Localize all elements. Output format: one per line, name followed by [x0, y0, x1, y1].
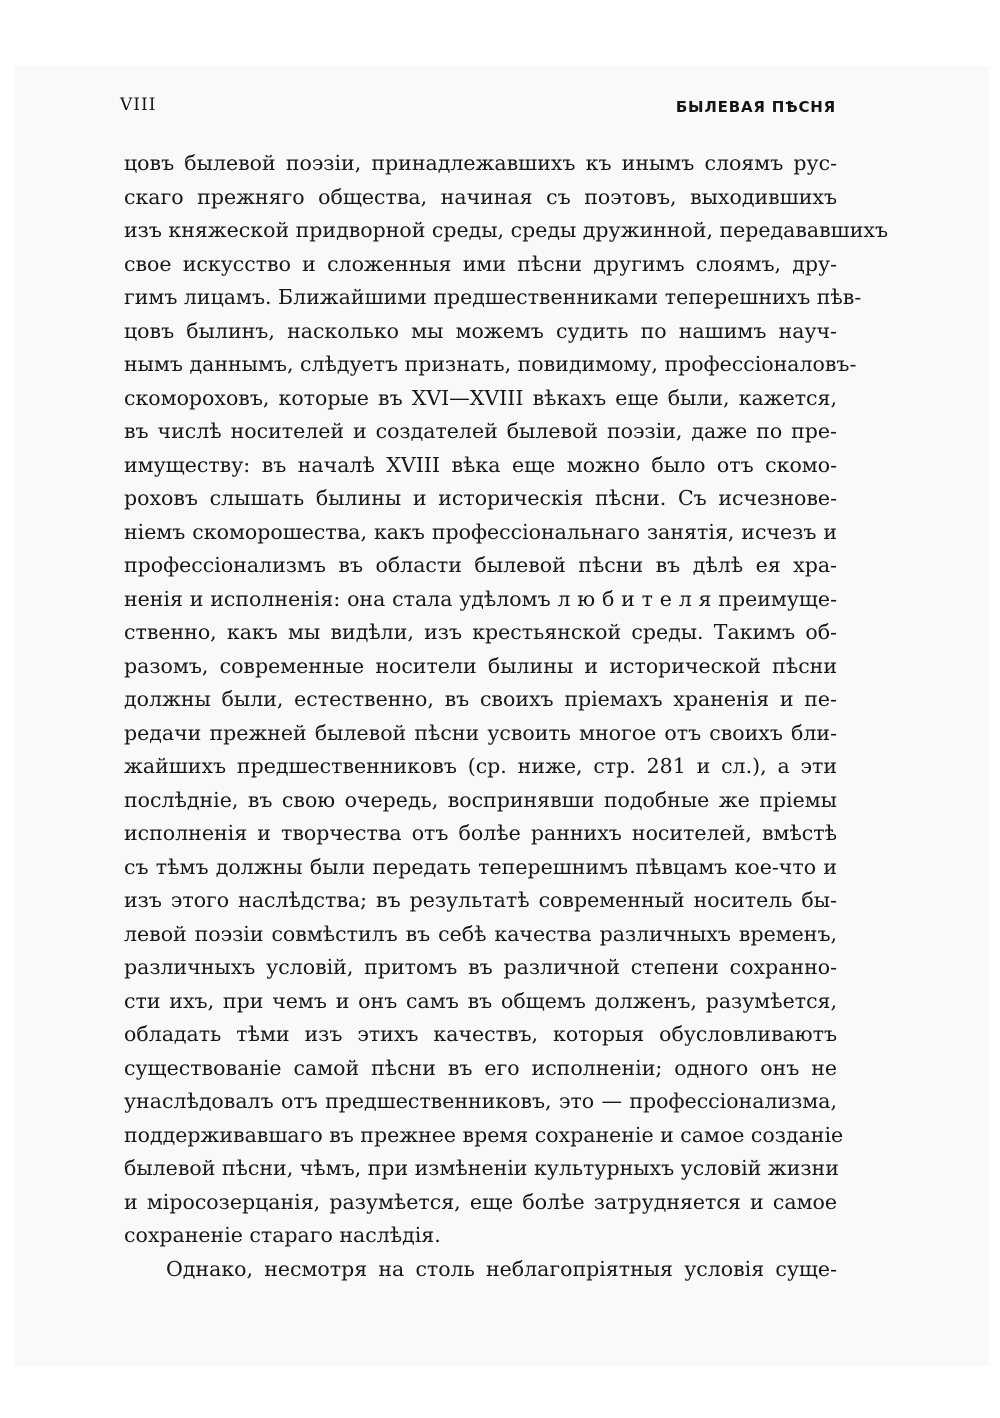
text-line: и міросозерцанія, разумѣется, еще болѣе затрудняется и самое	[124, 1189, 837, 1214]
text-line: цовъ былевой поэзіи, принадлежавшихъ къ инымъ слоямъ рус-	[124, 151, 837, 175]
text-line: скаго прежняго общества, начиная съ поэтовъ, выходившихъ	[124, 184, 837, 209]
text-line: въ числѣ носителей и создателей былевой поэзіи, даже по пре-	[124, 419, 837, 443]
text-line: былевой пѣсни, чѣмъ, при измѣненіи культурныхъ условій жизни	[124, 1156, 839, 1180]
running-title: БЫЛЕВАЯ ПѢСНЯ	[675, 98, 836, 116]
paragraph	[124, 1253, 837, 1287]
text-line: нымъ даннымъ, слѣдуетъ признать, повидимому, профессіоналовъ-	[124, 352, 857, 376]
text-line: ственно, какъ мы видѣли, изъ крестьянской среды. Такимъ об-	[124, 620, 837, 644]
text-line: Однако, несмотря на столь неблагопріятныя условія суще-	[166, 1256, 837, 1281]
text-line: гимъ лицамъ. Ближайшими предшественниками теперешнихъ пѣв-	[124, 285, 862, 309]
text-line: различныхъ условій, притомъ въ различной степени сохранно-	[124, 955, 837, 979]
text-line: изъ княжеской придворной среды, среды дружинной, передававшихъ	[124, 218, 888, 242]
text-line: имуществу: въ началѣ XVIII вѣка еще можно было отъ скомо-	[124, 452, 837, 477]
text-line: скомороховъ, которые въ XVI—XVIII вѣкахъ еще были, кажется,	[124, 385, 837, 410]
text-line: свое искусство и сложенныя ими пѣсни другимъ слоямъ, дру-	[124, 251, 837, 276]
text-line: существованіе самой пѣсни въ его исполненіи; одного онъ не	[124, 1055, 837, 1080]
text-line: роховъ слышать былины и историческія пѣсни. Съ исчезнове-	[124, 486, 837, 510]
text-line: цовъ былинъ, насколько мы можемъ судить по нашимъ науч-	[124, 318, 837, 343]
text-line: унаслѣдовалъ отъ предшественниковъ, это — профессіонализма,	[124, 1089, 837, 1113]
text-line: профессіонализмъ въ области былевой пѣсни въ дѣлѣ ея хра-	[124, 553, 837, 577]
body-text	[124, 147, 888, 1286]
text-line: изъ этого наслѣдства; въ результатѣ современный носитель бы-	[124, 888, 837, 912]
text-line: сти ихъ, при чемъ и онъ самъ въ общемъ долженъ, разумѣется,	[124, 988, 837, 1013]
page-header	[120, 95, 836, 125]
text-line: исполненія и творчества отъ болѣе раннихъ носителей, вмѣстѣ	[124, 821, 837, 845]
text-line: съ тѣмъ должны были передать теперешнимъ пѣвцамъ кое-что и	[124, 854, 837, 879]
paragraph	[124, 147, 888, 1253]
text-line: разомъ, современные носители былины и исторической пѣсни	[124, 653, 837, 678]
text-line: жайшихъ предшественниковъ (ср. ниже, стр. 281 и сл.), а эти	[124, 754, 837, 778]
text-line: поддерживавшаго въ прежнее время сохраненіе и самое созданіе	[124, 1122, 844, 1147]
text-line: послѣдніе, въ свою очередь, воспринявши подобные же пріемы	[124, 787, 837, 812]
page-number: VIII	[120, 95, 157, 115]
text-line: сохраненіе стараго наслѣдія.	[124, 1223, 441, 1247]
text-line: обладать тѣми изъ этихъ качествъ, которыя обусловливаютъ	[124, 1022, 837, 1046]
text-line: редачи прежней былевой пѣсни усвоить многое отъ своихъ бли-	[124, 720, 837, 745]
text-line: ненія и исполненія: она стала удѣломъ л ю б и т е л я преимуще-	[124, 586, 837, 611]
text-line: должны были, естественно, въ своихъ пріемахъ храненія и пе-	[124, 687, 837, 711]
text-line: ніемъ скоморошества, какъ профессіональнаго занятія, исчезъ и	[124, 519, 837, 544]
text-line: левой поэзіи совмѣстилъ въ себѣ качества различныхъ временъ,	[124, 921, 837, 946]
